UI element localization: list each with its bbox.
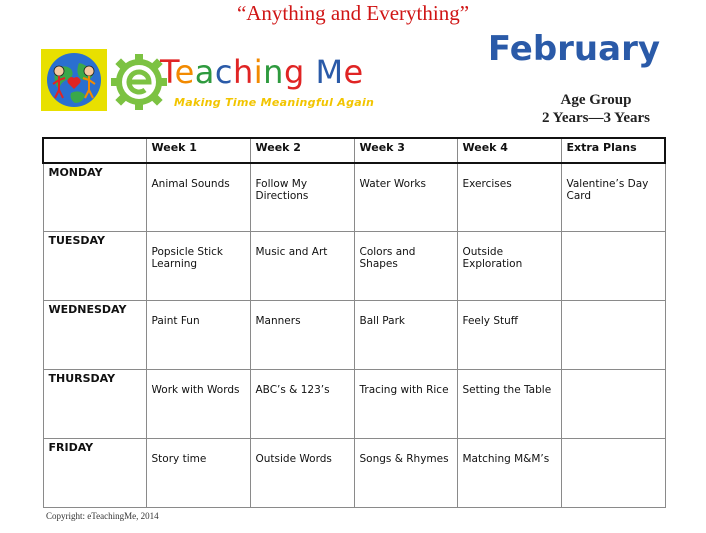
day-label: WEDNESDAY (43, 301, 146, 370)
age-group-block (542, 91, 650, 127)
brand-wordmark (160, 52, 364, 92)
column-header-week-4: Week 4 (457, 138, 561, 163)
table-cell: Ball Park (354, 301, 457, 370)
brand-letter: e (343, 53, 364, 91)
brand-letter: T (160, 53, 175, 91)
table-cell: Animal Sounds (146, 163, 250, 232)
brand-letter: g (283, 53, 305, 91)
table-cell: ABC’s & 123’s (250, 370, 354, 439)
table-cell: Matching M&M’s (457, 439, 561, 508)
brand-letter (305, 53, 316, 91)
table-cell: Tracing with Rice (354, 370, 457, 439)
table-cell: Songs & Rhymes (354, 439, 457, 508)
table-cell: Follow My Directions (250, 163, 354, 232)
day-label: FRIDAY (43, 439, 146, 508)
brand-letter: c (214, 53, 233, 91)
brand-tagline: Making Time Meaningful Again (174, 96, 375, 109)
globe-kids-logo-icon (41, 49, 107, 111)
weekly-plan-table (42, 137, 666, 508)
table-cell: Paint Fun (146, 301, 250, 370)
brand-letter: M (315, 53, 344, 91)
table-cell: Manners (250, 301, 354, 370)
document-title: “Anything and Everything” (236, 1, 470, 25)
table-cell: Story time (146, 439, 250, 508)
table-cell (561, 370, 665, 439)
table-cell: Setting the Table (457, 370, 561, 439)
column-header (43, 138, 146, 163)
brand-letter: n (263, 53, 284, 91)
table-cell: Colors and Shapes (354, 232, 457, 301)
table-cell: Outside Exploration (457, 232, 561, 301)
table-cell (561, 232, 665, 301)
table-row (43, 163, 665, 232)
brand-letter: a (194, 53, 215, 91)
day-label: MONDAY (43, 163, 146, 232)
age-group-label: Age Group (560, 92, 632, 108)
table-header-row (43, 138, 665, 163)
table-cell: Exercises (457, 163, 561, 232)
table-cell: Work with Words (146, 370, 250, 439)
column-header-week-2: Week 2 (250, 138, 354, 163)
copyright-notice: Copyright: eTeachingMe, 2014 (46, 511, 159, 521)
table-row (43, 439, 665, 508)
table-cell: Valentine’s Day Card (561, 163, 665, 232)
table-cell: Popsicle Stick Learning (146, 232, 250, 301)
table-cell: Music and Art (250, 232, 354, 301)
day-label: TUESDAY (43, 232, 146, 301)
brand-letter: h (233, 53, 254, 91)
table-row (43, 301, 665, 370)
table-row (43, 370, 665, 439)
month-heading: February (487, 29, 660, 69)
brand-letter: i (253, 53, 264, 91)
age-range: 2 Years—3 Years (541, 110, 650, 126)
brand-letter: e (174, 53, 195, 91)
table-cell: Outside Words (250, 439, 354, 508)
column-header-week-3: Week 3 (354, 138, 457, 163)
day-label: THURSDAY (43, 370, 146, 439)
table-row (43, 232, 665, 301)
table-cell (561, 301, 665, 370)
table-cell (561, 439, 665, 508)
table-cell: Water Works (354, 163, 457, 232)
column-header-week-1: Week 1 (146, 138, 250, 163)
table-cell: Feely Stuff (457, 301, 561, 370)
column-header-extra-plans: Extra Plans (561, 138, 665, 163)
